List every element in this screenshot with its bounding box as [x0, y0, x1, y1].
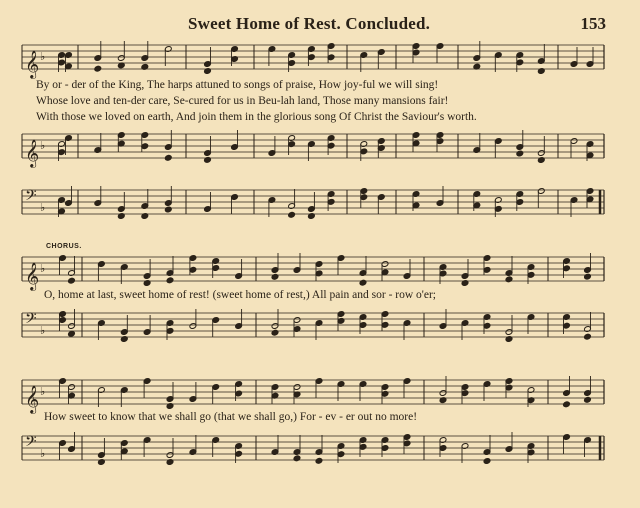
- svg-text:𝄢: 𝄢: [25, 187, 37, 208]
- svg-text:𝄞: 𝄞: [25, 50, 40, 78]
- svg-text:𝄢: 𝄢: [25, 433, 37, 454]
- svg-text:♭: ♭: [40, 139, 46, 152]
- svg-text:𝄢: 𝄢: [25, 310, 37, 331]
- chorus-line-1: O, home at last, sweet home of rest! (sweet home of rest,) All pain and sor - row o'er;: [44, 289, 437, 301]
- svg-text:𝄞: 𝄞: [25, 385, 40, 413]
- chorus-line-2: How sweet to know that we shall go (that we shall go,) For - ev - er out no more!: [44, 411, 418, 423]
- svg-text:♭: ♭: [40, 324, 46, 337]
- svg-text:♭: ♭: [40, 50, 46, 63]
- verse-line-2: Whose love and ten-der care, Se-cured for us in Beu-lah land, Those many mansions fair!: [36, 95, 449, 107]
- svg-text:♭: ♭: [40, 385, 46, 398]
- svg-text:𝄞: 𝄞: [25, 262, 40, 290]
- page-number: 153: [580, 14, 606, 33]
- chorus-label: CHORUS.: [46, 243, 82, 250]
- verse-line-3: With those we loved on earth, And join them in the glorious song Of Christ the Saviour's worth.: [36, 111, 477, 123]
- svg-text:♭: ♭: [40, 447, 46, 460]
- svg-text:♭: ♭: [40, 201, 46, 214]
- verse-line-1: By or - der of the King, The harps attuned to songs of praise, How joy-ful we will sing!: [36, 79, 439, 91]
- svg-text:𝄞: 𝄞: [25, 139, 40, 167]
- svg-text:♭: ♭: [40, 262, 46, 275]
- hymn-title: Sweet Home of Rest. Concluded.: [188, 14, 431, 33]
